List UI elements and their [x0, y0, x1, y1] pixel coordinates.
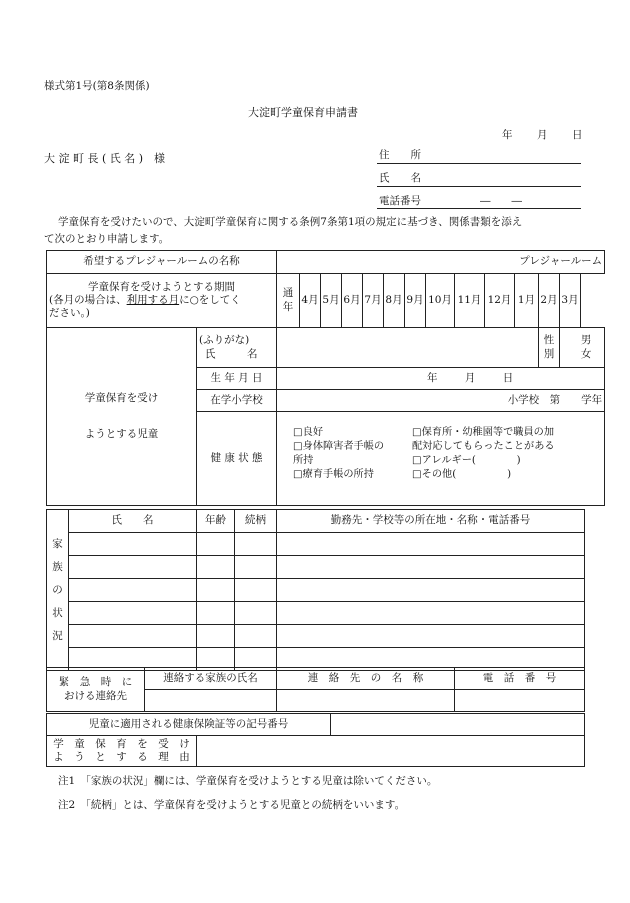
table-row — [47, 579, 585, 602]
emergency-label: 緊 急 時 に おける連絡先 — [47, 668, 145, 712]
applicant-address-line[interactable] — [377, 163, 581, 164]
room-label: 希望するプレジャールームの名称 — [47, 251, 277, 274]
form-title: 大淀町学童保育申請書 — [248, 106, 358, 119]
emergency-col-phone: 電 話 番 号 — [455, 668, 585, 690]
month-cell[interactable]: 4月 — [300, 274, 321, 328]
health-option-nursery-cont: 配対応してもらったことがある — [412, 440, 555, 452]
family-col-workplace: 勤務先・学校等の所在地・名称・電話番号 — [277, 510, 585, 533]
health-options[interactable] — [277, 412, 605, 506]
table-row — [47, 533, 585, 556]
emergency-contact-field[interactable] — [277, 690, 455, 712]
month-cell[interactable]: 8月 — [384, 274, 405, 328]
table-row — [47, 556, 585, 579]
applicant-name-line[interactable] — [377, 186, 581, 187]
application-table — [46, 250, 605, 506]
form-number: 様式第1号(第8条関係) — [44, 80, 150, 92]
family-col-name: 氏 名 — [69, 510, 197, 533]
reason-field[interactable] — [197, 736, 585, 767]
health-option-good[interactable]: □良好 — [293, 426, 324, 438]
health-option-nursery[interactable]: □保育所・幼稚園等で職員の加 — [412, 426, 555, 438]
note-1: 注1 「家族の状況」欄には、学童保育を受けようとする児童は除いてください。 — [58, 775, 438, 787]
health-option-disability[interactable]: □身体障害者手帳の — [293, 440, 385, 452]
room-name-field[interactable] — [277, 251, 605, 274]
birth-label: 生 年 月 日 — [197, 368, 277, 390]
family-col-age: 年齢 — [197, 510, 235, 533]
reason-label: 学 童 保 育 を 受 け よ う と す る 理 由 — [47, 736, 197, 767]
month-cell[interactable]: 12月 — [485, 274, 515, 328]
health-option-disability-cont: 所持 — [293, 454, 314, 466]
period-label-line1: 学童保育を受けようとする期間 — [88, 280, 235, 293]
table-row — [47, 602, 585, 625]
gender-options[interactable]: 男 女 — [560, 328, 605, 368]
family-table — [46, 509, 585, 671]
family-col-relation: 続柄 — [235, 510, 277, 533]
emergency-col-name: 連絡する家族の氏名 — [145, 668, 277, 690]
intro-line-2: て次のとおり申請します。 — [44, 233, 170, 245]
emergency-phone-field[interactable] — [455, 690, 585, 712]
applicant-phone-label: 電話番号 — [379, 195, 421, 207]
emergency-name-field[interactable] — [145, 690, 277, 712]
school-field[interactable]: 小学校 第 学年 — [277, 390, 605, 412]
month-cell[interactable]: 3月 — [560, 274, 581, 328]
health-label: 健 康 状 態 — [197, 412, 277, 506]
date-day-label: 日 — [572, 129, 583, 141]
note-2: 注2 「続柄」とは、学童保育を受けようとする児童との続柄をいいます。 — [58, 799, 406, 811]
month-cell[interactable]: 9月 — [405, 274, 426, 328]
health-option-therapy[interactable]: □療育手帳の所持 — [293, 468, 374, 480]
insurance-number-field[interactable] — [331, 714, 585, 736]
intro-line-1: 学童保育を受けたいので、大淀町学童保育に関する条例7条第1項の規定に基づき、関係書類を添え — [58, 216, 523, 228]
period-annual-cell[interactable]: 通 年 — [277, 274, 300, 328]
period-label — [47, 274, 277, 328]
table-row — [47, 625, 585, 648]
child-name-field[interactable] — [277, 328, 539, 368]
period-underlined: 利用する月 — [126, 293, 180, 306]
school-label: 在学小学校 — [197, 390, 277, 412]
family-side-label: 家 族 の 状 況 — [47, 510, 69, 671]
health-option-other[interactable]: □その他( ) — [412, 468, 512, 480]
period-label-line2: (各月の場合は、利用する月に○をしてく — [49, 293, 241, 306]
date-year-label: 年 — [502, 129, 513, 141]
month-cell[interactable]: 6月 — [342, 274, 363, 328]
period-label-line3: ださい。) — [49, 307, 90, 320]
applicant-address-label: 住 所 — [379, 149, 421, 161]
applicant-phone-separator: ― ― — [480, 195, 522, 207]
insurance-reason-table — [46, 713, 585, 767]
birth-date-field[interactable]: 年 月 日 — [277, 368, 605, 390]
emergency-col-contact: 連 絡 先 の 名 称 — [277, 668, 455, 690]
addressee: 大 淀 町 長 ( 氏 名 ) 様 — [44, 152, 166, 165]
month-cell[interactable]: 10月 — [426, 274, 455, 328]
gender-label: 性 別 — [539, 328, 560, 368]
child-name-label: (ふりがな) 氏 名 — [197, 328, 277, 368]
month-cell[interactable]: 7月 — [363, 274, 384, 328]
emergency-table — [46, 667, 585, 712]
applicant-name-label: 氏 名 — [379, 172, 421, 184]
applicant-phone-line[interactable] — [377, 208, 581, 209]
month-cell[interactable]: 2月 — [539, 274, 560, 328]
room-suffix: プレジャールーム — [519, 255, 603, 268]
month-cell[interactable]: 11月 — [455, 274, 485, 328]
month-cell[interactable]: 5月 — [321, 274, 342, 328]
child-label: 学童保育を受け ようとする児童 — [47, 328, 197, 506]
date-month-label: 月 — [537, 129, 548, 141]
health-option-allergy[interactable]: □アレルギー( ) — [412, 454, 521, 466]
insurance-label: 児童に適用される健康保険証等の記号番号 — [47, 714, 331, 736]
month-cell[interactable]: 1月 — [515, 274, 539, 328]
